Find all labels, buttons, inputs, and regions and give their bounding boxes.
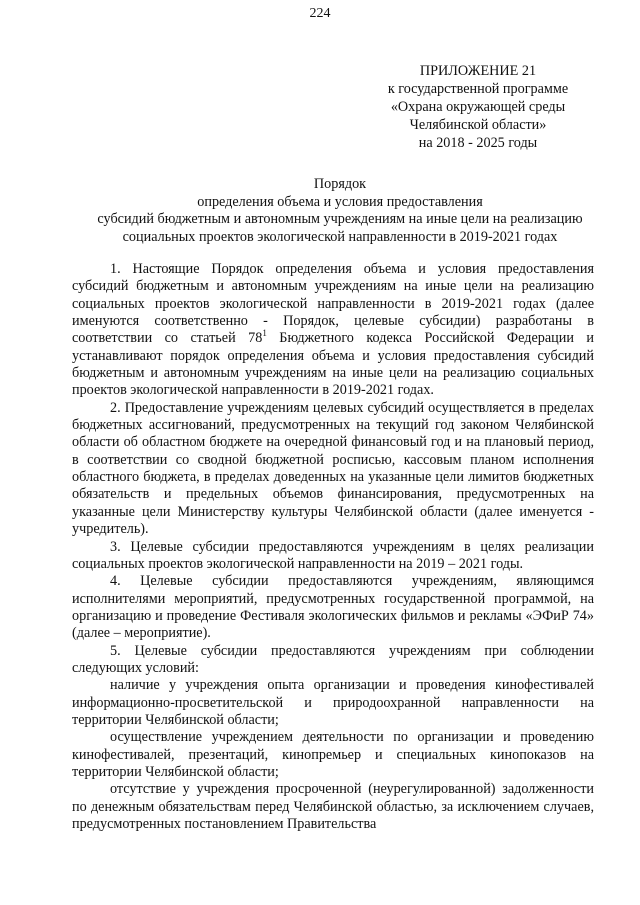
title-line: социальных проектов экологической направленности в 2019-2021 годах (122, 228, 558, 245)
appendix-line: «Охрана окружающей среды (390, 99, 566, 115)
page-number: 224 (309, 6, 331, 21)
appendix-line: Челябинской области» (409, 117, 547, 133)
title-heading: Порядок (313, 176, 367, 192)
article-superscript: 1 (262, 328, 267, 339)
title-line: субсидий бюджетным и автономным учреждениям на иные цели на реализацию (97, 211, 583, 227)
paragraph-8: отсутствие у учреждения просроченной (неурегулированной) задолженности по денежным обязательствам перед Челябинской областью, за исключением случаев, предусмотренных постановлением Правительства (72, 781, 594, 832)
paragraph-1-text-start: 1. Настоящие Порядок определения объема и условия предоставления субсидий бюджетным и автономным учреждениям на иные цели на реализацию социальных проектов экологической направленности в 2019-2021 годах (далее именуются соответственно - Порядок, целевые субсидии) разработаны в соответствии со статьей 78 (72, 261, 594, 347)
appendix-title: ПРИЛОЖЕНИЕ 21 (419, 63, 537, 79)
appendix-line: к государственной программе (387, 81, 569, 97)
paragraph-7: осуществление учреждением деятельности по организации и проведению кинофестивалей, презентаций, кинопремьер и специальных кинопоказов на территории Челябинской области; (72, 729, 594, 780)
appendix-header (378, 62, 578, 152)
paragraph-6: наличие у учреждения опыта организации и проведения кинофестивалей информационно-просветительской и природоохранной направленности на территории Челябинской области; (72, 677, 594, 728)
paragraph-1 (72, 261, 594, 400)
title-line: определения объема и условия предоставления (197, 193, 483, 210)
document-body (72, 261, 594, 833)
document-title (60, 176, 620, 246)
paragraph-4: 4. Целевые субсидии предоставляются учреждениям, являющимся исполнителями мероприятий, предусмотренных государственной программой, на организацию и проведение Фестиваля экологических фильмов и рекламы «ЭФиР 74» (далее – мероприятие). (72, 573, 594, 642)
appendix-line: на 2018 - 2025 годы (418, 135, 538, 151)
paragraph-2: 2. Предоставление учреждениям целевых субсидий осуществляется в пределах бюджетных ассигнований, предусмотренных на текущий год законом Челябинской области об областном бюджете на очередной финансовый год и на плановый период, в соответствии со сводной бюджетной росписью, кассовым планом исполнения областного бюджета, в пределах доведенных на указанные цели лимитов бюджетных обязательств и предельных объемов финансирования, предусмотренных на указанные цели Министерству культуры Челябинской области (далее именуется - учредитель). (72, 399, 594, 538)
paragraph-5: 5. Целевые субсидии предоставляются учреждениям при соблюдении следующих условий: (72, 642, 594, 676)
paragraph-3: 3. Целевые субсидии предоставляются учреждениям в целях реализации социальных проектов экологической направленности на 2019 – 2021 годы. (72, 538, 594, 572)
paragraph-1-text-end: Бюджетного кодекса Российской Федерации и устанавливают порядок определения объема и условия предоставления субсидий бюджетным и автономным учреждениям на иные цели на реализацию социальных проектов экологической направленности в 2019-2021 годах. (72, 330, 594, 399)
